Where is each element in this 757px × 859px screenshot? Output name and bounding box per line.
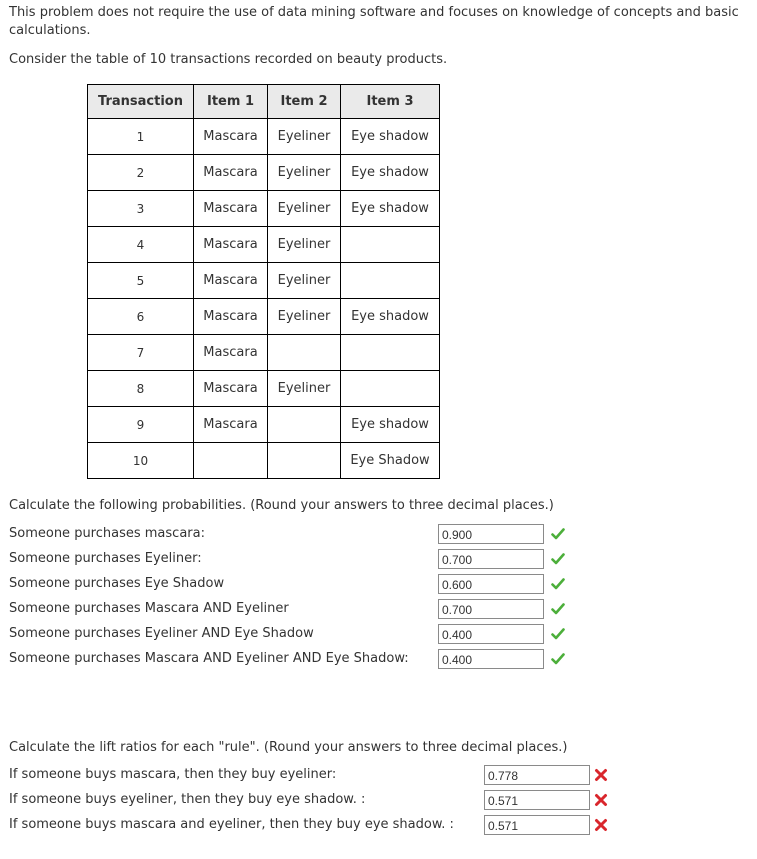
item-cell: Mascara	[194, 335, 268, 371]
item-cell: Eye Shadow	[341, 443, 440, 479]
check-icon	[551, 577, 565, 591]
table-row	[88, 299, 440, 335]
transaction-number-cell: 2	[88, 155, 194, 191]
table-row	[88, 191, 440, 227]
item-cell: Eye shadow	[341, 299, 440, 335]
item-cell: Mascara	[194, 155, 268, 191]
question-label: Someone purchases Eye Shadow	[9, 576, 225, 591]
question-label: Someone purchases Eyeliner AND Eye Shadow	[9, 626, 314, 641]
item-cell: Eyeliner	[268, 263, 341, 299]
answer-input[interactable]: 0.571	[484, 815, 590, 835]
item-cell: Eye shadow	[341, 191, 440, 227]
question-label: If someone buys eyeliner, then they buy eye shadow. :	[9, 792, 366, 807]
item-cell	[268, 443, 341, 479]
column-header: Item 2	[268, 85, 341, 119]
lift-heading: Calculate the lift ratios for each "rule". (Round your answers to three decimal places.)	[9, 740, 568, 755]
x-icon	[594, 818, 608, 832]
intro-text: This problem does not require the use of data mining software and focuses on knowledge of concepts and basic calculations.	[9, 5, 739, 38]
question-label: If someone buys mascara and eyeliner, then they buy eye shadow. :	[9, 817, 454, 832]
answer-input[interactable]: 0.778	[484, 765, 590, 785]
x-icon	[594, 768, 608, 782]
transaction-number-cell: 3	[88, 191, 194, 227]
transaction-number-cell: 7	[88, 335, 194, 371]
transactions-table	[87, 84, 440, 479]
item-cell: Mascara	[194, 407, 268, 443]
check-icon	[551, 552, 565, 566]
column-header: Item 1	[194, 85, 268, 119]
item-cell	[268, 407, 341, 443]
answer-input[interactable]: 0.571	[484, 790, 590, 810]
table-row	[88, 227, 440, 263]
table-row	[88, 335, 440, 371]
item-cell: Eyeliner	[268, 155, 341, 191]
item-cell: Eyeliner	[268, 191, 341, 227]
transaction-number-cell: 5	[88, 263, 194, 299]
check-icon	[551, 602, 565, 616]
x-icon	[594, 793, 608, 807]
item-cell: Mascara	[194, 299, 268, 335]
item-cell	[268, 335, 341, 371]
table-row	[88, 155, 440, 191]
answer-input[interactable]: 0.700	[438, 549, 544, 569]
check-icon	[551, 652, 565, 666]
item-cell: Mascara	[194, 119, 268, 155]
transaction-number-cell: 9	[88, 407, 194, 443]
column-header: Transaction	[88, 85, 194, 119]
transaction-number-cell: 4	[88, 227, 194, 263]
check-icon	[551, 527, 565, 541]
item-cell: Mascara	[194, 371, 268, 407]
answer-input[interactable]: 0.600	[438, 574, 544, 594]
item-cell: Eyeliner	[268, 227, 341, 263]
item-cell: Eyeliner	[268, 299, 341, 335]
item-cell	[341, 263, 440, 299]
item-cell: Eyeliner	[268, 119, 341, 155]
question-label: Someone purchases Eyeliner:	[9, 551, 202, 566]
question-label: Someone purchases Mascara AND Eyeliner AND Eye Shadow:	[9, 651, 409, 666]
item-cell: Mascara	[194, 227, 268, 263]
table-row	[88, 443, 440, 479]
table-row	[88, 371, 440, 407]
question-label: Someone purchases mascara:	[9, 526, 205, 541]
item-cell: Eye shadow	[341, 119, 440, 155]
item-cell: Eyeliner	[268, 371, 341, 407]
answer-input[interactable]: 0.400	[438, 649, 544, 669]
item-cell: Eye shadow	[341, 407, 440, 443]
item-cell: Eye shadow	[341, 155, 440, 191]
transaction-number-cell: 1	[88, 119, 194, 155]
consider-text: Consider the table of 10 transactions recorded on beauty products.	[9, 52, 448, 67]
table-row	[88, 263, 440, 299]
transaction-number-cell: 6	[88, 299, 194, 335]
item-cell: Mascara	[194, 191, 268, 227]
transaction-number-cell: 10	[88, 443, 194, 479]
question-label: Someone purchases Mascara AND Eyeliner	[9, 601, 289, 616]
check-icon	[551, 627, 565, 641]
column-header: Item 3	[341, 85, 440, 119]
answer-input[interactable]: 0.400	[438, 624, 544, 644]
probabilities-heading: Calculate the following probabilities. (Round your answers to three decimal places.)	[9, 498, 554, 513]
table-row	[88, 119, 440, 155]
item-cell	[341, 371, 440, 407]
answer-input[interactable]: 0.900	[438, 524, 544, 544]
item-cell	[341, 335, 440, 371]
table-row	[88, 407, 440, 443]
item-cell: Mascara	[194, 263, 268, 299]
item-cell	[341, 227, 440, 263]
answer-input[interactable]: 0.700	[438, 599, 544, 619]
table-header-row	[88, 85, 440, 119]
item-cell	[194, 443, 268, 479]
transaction-number-cell: 8	[88, 371, 194, 407]
question-label: If someone buys mascara, then they buy eyeliner:	[9, 767, 337, 782]
